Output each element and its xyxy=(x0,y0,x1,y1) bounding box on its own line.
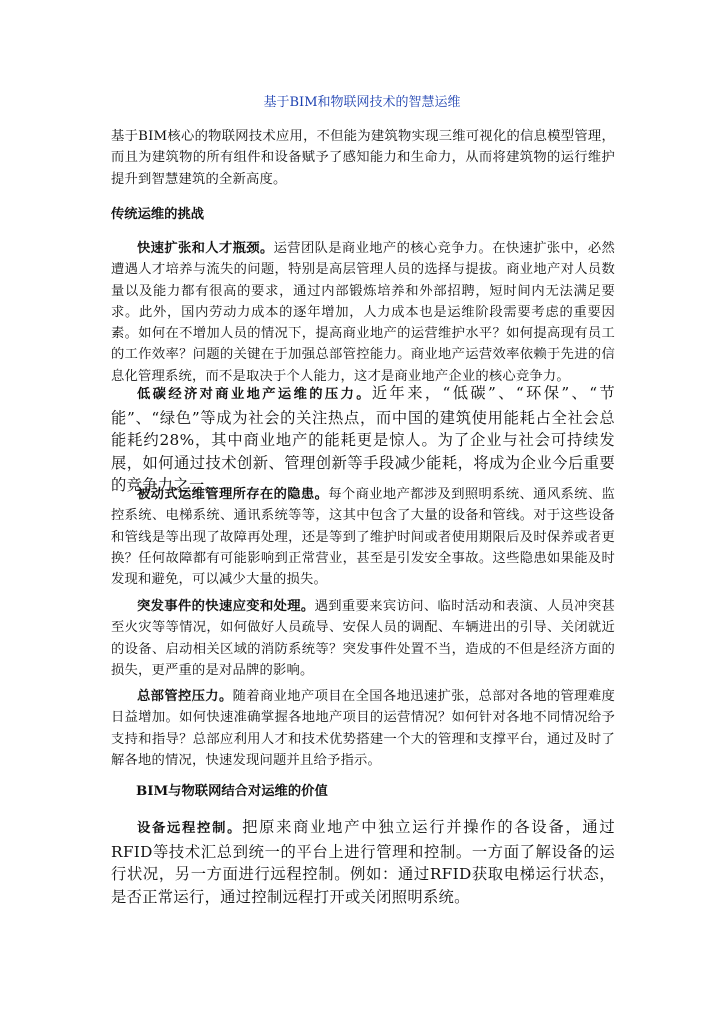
paragraph-lead: 低碳经济对商业地产运维的压力。 xyxy=(137,387,372,402)
paragraph-text: 运营团队是商业地产的核心竞争力。在快速扩张中，必然遭遇人才培养与流失的问题，特别是高层管理人员的选择与提拔。商业地产对人员数量以及能力都有很高的要求，通过内部锻炼培养和外部招聘，短时间内无法满足要求。此外，国内劳动力成本的逐年增加，人力成本也是运维阶段需要考虑的重要因素。如何在不增加人员的情况下，提高商业地产的运营维护水平？如何提高现有员工的工作效率？问题的关键在于加强总部管控能力。商业地产运营效率依赖于先进的信息化管理系统，而不是取决于个人能力，这才是商业地产企业的核心竞争力。 xyxy=(111,241,616,384)
paragraph-text: 每个商业地产都涉及到照明系统、通风系统、监控系统、电梯系统、通讯系统等等，这其中包含了大量的设备和管线。对于这些设备和管线是等出现了故障再处理，还是等到了维护时间或者使用期限后及时保养或者更换？任何故障都有可能影响到正常营业，甚至是引发安全事故。这些隐患如果能及时发现和避免，可以减少大量的损失。 xyxy=(111,487,615,588)
paragraph-text: 随着商业地产项目在全国各地迅速扩张，总部对各地的管理难度日益增加。如何快速准确掌握各地地产项目的运营情况？如何针对各地不同情况给予支持和指导？总部应利用人才和技术优势搭建一个大的管理和支撑平台，通过及时了解各地的情况，快速发现问题并且给予指示。 xyxy=(111,689,615,768)
paragraph-low-carbon xyxy=(111,382,615,497)
paragraph-text: 遇到重要来宾访问、临时活动和表演、人员冲突甚至火灾等等情况，如何做好人员疏导、安保人员的调配、车辆进出的引导、关闭就近的设备、启动相关区域的消防系统等？突发事件处置不当，造成的不但是经济方面的损失，更严重的是对品牌的影响。 xyxy=(111,599,615,678)
paragraph-lead: 设备远程控制。 xyxy=(137,821,243,836)
paragraph-text: 近年来，“低碳”、“环保”、“节能”、“绿色”等成为社会的关注热点，而中国的建筑使用能耗占全社会总能耗约28%，其中商业地产的能耗更是惊人。为了企业与社会可持续发展，如何通过技术创新、管理创新等手段减少能耗，将成为企业今后重要的竞争力之一。 xyxy=(111,384,615,494)
paragraph-passive-maintenance xyxy=(111,484,615,590)
document-title: 基于BIM和物联网技术的智慧运维 xyxy=(263,95,461,110)
paragraph-text: 把原来商业地产中独立运行并操作的各设备，通过RFID等技术汇总到统一的平台上进行管理和控制。一方面了解设备的运行状况，另一方面进行远程控制。例如：通过RFID获取电梯运行状态，是否正常运行，通过控制远程打开或关闭照明系统。 xyxy=(111,818,615,906)
paragraph-lead: 快速扩张和人才瓶颈。 xyxy=(137,241,274,256)
paragraph-hq-control xyxy=(111,686,615,771)
paragraph-emergency xyxy=(111,596,615,681)
paragraph-remote-control xyxy=(111,816,615,908)
intro-paragraph: 基于BIM核心的物联网技术应用，不但能为建筑物实现三维可视化的信息模型管理，而且为建筑物的所有组件和设备赋予了感知能力和生命力，从而将建筑物的运行维护提升到智慧建筑的全新高度。 xyxy=(111,129,615,187)
paragraph-expansion xyxy=(111,238,615,387)
paragraph-lead: 被动式运维管理所存在的隐患。 xyxy=(137,487,329,502)
paragraph-lead: 总部管控压力。 xyxy=(137,689,233,704)
section-heading-value: BIM与物联网结合对运维的价值 xyxy=(136,784,328,799)
paragraph-lead: 突发事件的快速应变和处理。 xyxy=(137,599,315,614)
section-heading-challenges: 传统运维的挑战 xyxy=(111,207,205,222)
